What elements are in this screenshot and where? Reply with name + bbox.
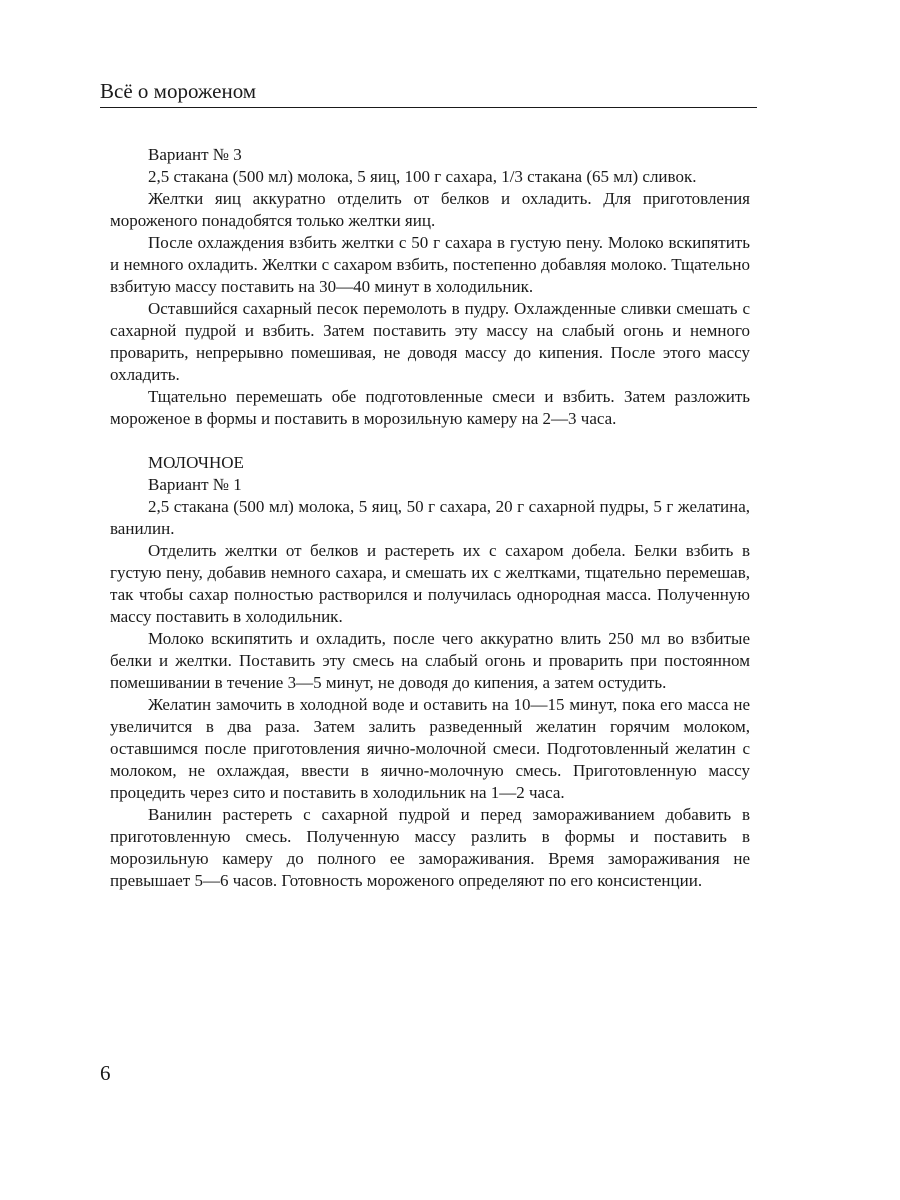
page-body bbox=[110, 144, 750, 892]
paragraph: Тщательно перемешать обе подготовленные смеси и взбить. Затем разложить мороженое в формы и поставить в морозильную камеру на 2—3 часа. bbox=[110, 387, 750, 428]
section-heading: МОЛОЧНОЕ bbox=[148, 453, 244, 472]
paragraph: Оставшийся сахарный песок перемолоть в пудру. Охлажденные сливки смешать с сахарной пудрой и взбить. Затем поставить эту массу на слабый огонь и немного проварить, непрерывно помешивая, не доводя массу до кипения. После этого массу охладить. bbox=[110, 299, 750, 384]
variant-label: Вариант № 3 bbox=[148, 145, 242, 164]
variant-label: Вариант № 1 bbox=[148, 475, 242, 494]
paragraph: 2,5 стакана (500 мл) молока, 5 яиц, 100 г сахара, 1/3 стакана (65 мл) сливок. bbox=[148, 167, 697, 186]
paragraph: Желтки яиц аккуратно отделить от белков и охладить. Для приготовления мороженого понадобятся только желтки яиц. bbox=[110, 189, 750, 230]
running-header bbox=[100, 78, 757, 108]
running-title: Всё о мороженом bbox=[100, 79, 257, 103]
paragraph: После охлаждения взбить желтки с 50 г сахара в густую пену. Молоко вскипятить и немного охладить. Желтки с сахаром взбить, постепенно добавляя молоко. Тщательно взбитую массу поставить на 30—40 минут в холодильник. bbox=[110, 233, 750, 296]
section-gap bbox=[110, 430, 750, 452]
paragraph: Отделить желтки от белков и растереть их с сахаром добела. Белки взбить в густую пену, добавив немного сахара, и смешать их с желтками, тщательно перемешав, так чтобы сахар полностью растворился и получилась однородная масса. Полученную массу поставить в холодильник. bbox=[110, 541, 750, 626]
paragraph: Молоко вскипятить и охладить, после чего аккуратно влить 250 мл во взбитые белки и желтки. Поставить эту смесь на слабый огонь и проварить при постоянном помешивании в течение 3—5 минут, не доводя до кипения, а затем остудить. bbox=[110, 629, 750, 692]
page-number: 6 bbox=[100, 1061, 111, 1085]
paragraph: Ванилин растереть с сахарной пудрой и перед замораживанием добавить в приготовленную смесь. Полученную массу разлить в формы и поставить в морозильную камеру до полного ее замораживания. Время замораживания не превышает 5—6 часов. Готовность мороженого определяют по его консистенции. bbox=[110, 805, 750, 890]
paragraph: Желатин замочить в холодной воде и оставить на 10—15 минут, пока его масса не увеличится в два раза. Затем залить разведенный желатин горячим молоком, оставшимся после приготовления яично-молочной смеси. Подготовленный желатин с молоком, не охлаждая, ввести в яично-молочную смесь. Приготовленную массу процедить через сито и поставить в холодильник на 1—2 часа. bbox=[110, 695, 750, 802]
paragraph: 2,5 стакана (500 мл) молока, 5 яиц, 50 г сахара, 20 г сахарной пудры, 5 г желатина, ванилин. bbox=[110, 497, 750, 538]
